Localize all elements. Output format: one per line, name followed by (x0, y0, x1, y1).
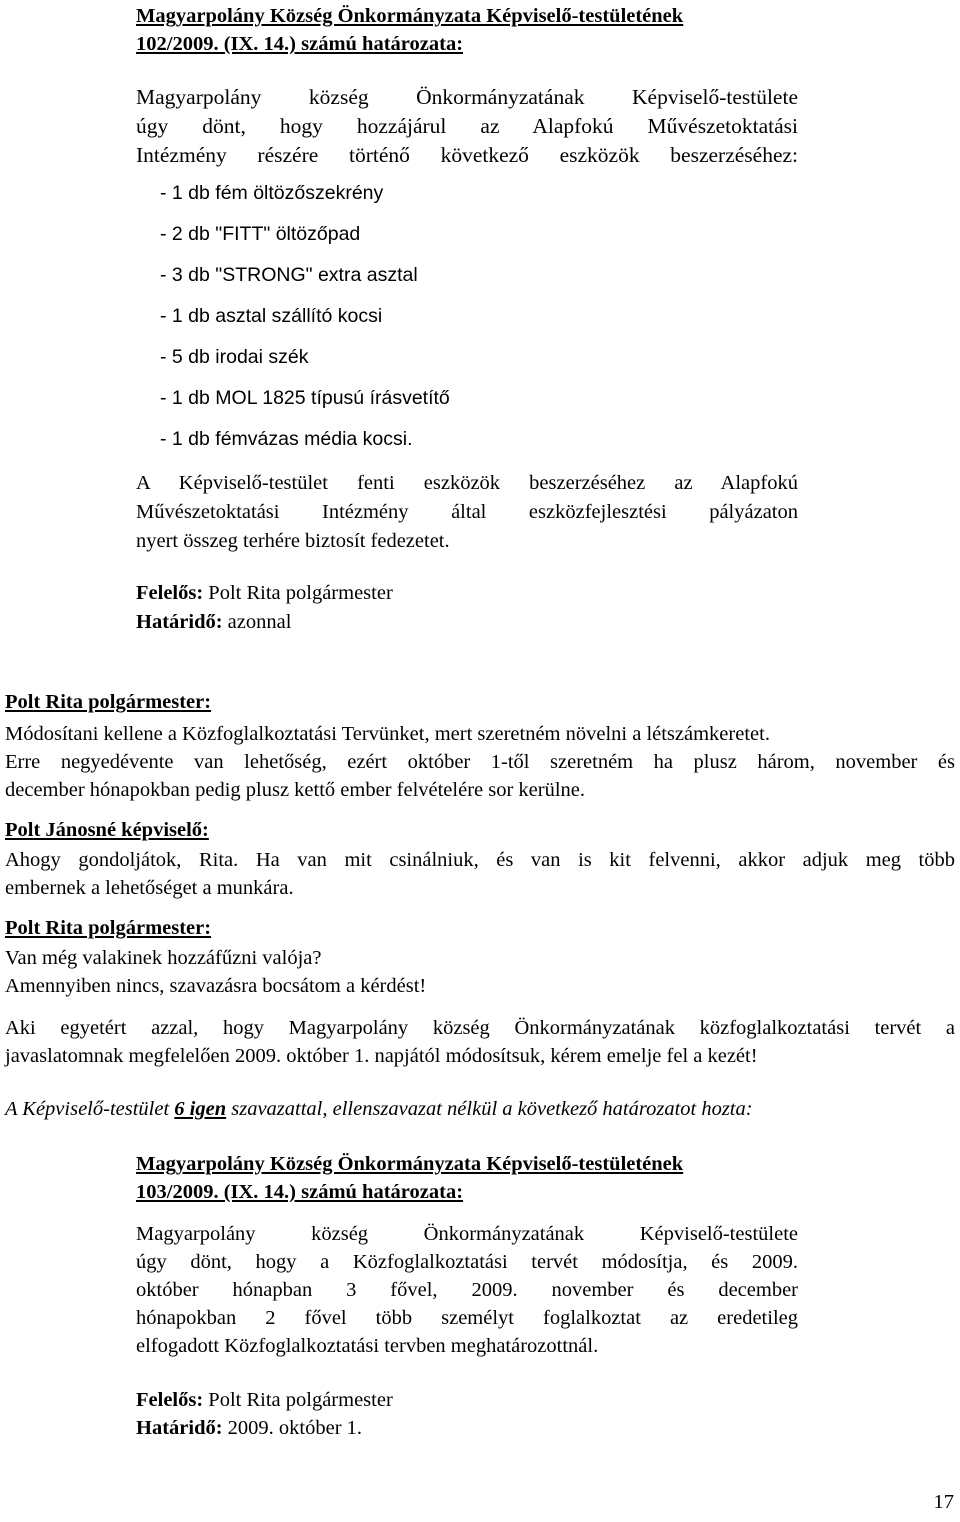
vote-result-prefix: A Képviselő-testület (5, 1098, 175, 1120)
resolution-1-item: - 1 db asztal szállító kocsi (160, 305, 383, 327)
speaker-1-text-line-1: Módosítani kellene a Közfoglalkoztatási Tervünket, mert szeretném növelni a létszámkeretet. (5, 723, 770, 745)
speaker-heading: Polt Rita polgármester: (5, 917, 212, 939)
resolution-1-deadline (136, 608, 291, 636)
deadline-label: Határidő: (136, 1417, 223, 1439)
resolution-2-title-line-2: 103/2009. (IX. 14.) számú határozata: (136, 1181, 464, 1203)
resolution-1-funding-line-3: nyert összeg terhére biztosít fedezetet. (136, 530, 450, 552)
speaker-1-text-line-3: december hónapokban pedig plusz kettő ember felvételére sor kerülne. (5, 779, 586, 801)
resolution-1-intro-line-2: úgy dönt, hogy hozzájárul az Alapfokú Művészetoktatási (136, 114, 798, 138)
vote-call-line-1: Aki egyetért azzal, hogy Magyarpolány község Önkormányzatának közfoglalkoztatási tervét a (5, 1017, 955, 1039)
speaker-heading: Polt Rita polgármester: (5, 691, 212, 713)
speaker-3-text-line-1: Van még valakinek hozzáfűzni valója? (5, 947, 322, 969)
resolution-2-body-line-5: elfogadott Közfoglalkoztatási tervben meghatározottnál. (136, 1335, 599, 1357)
resolution-1-item: - 1 db fém öltözőszekrény (160, 182, 384, 204)
vote-result (5, 1095, 753, 1123)
deadline-label: Határidő: (136, 611, 223, 633)
speaker-1-text-line-2: Erre negyedévente van lehetőség, ezért október 1-től szeretném ha plusz három, november és (5, 751, 955, 773)
deadline-value: azonnal (222, 611, 292, 633)
resolution-2-body-line-3: október hónapban 3 fővel, 2009. november és december (136, 1279, 798, 1301)
resolution-1-intro-line-3: Intézmény részére történő következő eszközök beszerzéséhez: (136, 143, 798, 167)
resolution-2-title-line-1: Magyarpolány Község Önkormányzata Képviselő-testületének (136, 1153, 684, 1175)
speaker-2-text-line-2: embernek a lehetőséget a munkára. (5, 877, 294, 899)
resolution-2-deadline (136, 1414, 362, 1442)
responsible-label: Felelős: (136, 582, 204, 604)
resolution-1-funding-line-2: Művészetoktatási Intézmény által eszközfejlesztési pályázaton (136, 501, 798, 523)
speaker-3-text-line-2: Amennyiben nincs, szavazásra bocsátom a kérdést! (5, 975, 427, 997)
vote-call-line-2: javaslatomnak megfelelően 2009. október 1. napjától módosítsuk, kérem emelje fel a kezét! (5, 1045, 758, 1067)
resolution-1-title-line-2: 102/2009. (IX. 14.) számú határozata: (136, 33, 464, 55)
resolution-1-responsible (136, 579, 393, 607)
resolution-1-item: - 1 db fémvázas média kocsi. (160, 428, 413, 450)
resolution-1-title-line-1: Magyarpolány Község Önkormányzata Képviselő-testületének (136, 5, 684, 27)
resolution-2-body-line-4: hónapokban 2 fővel több személyt foglalkoztat az eredetileg (136, 1307, 798, 1329)
responsible-value: Polt Rita polgármester (203, 582, 393, 604)
page-number: 17 (933, 1491, 954, 1513)
deadline-value: 2009. október 1. (222, 1417, 363, 1439)
resolution-1-item: - 5 db irodai szék (160, 346, 309, 368)
responsible-value: Polt Rita polgármester (203, 1389, 393, 1411)
resolution-1-funding-line-1: A Képviselő-testület fenti eszközök beszerzéséhez az Alapfokú (136, 472, 798, 494)
resolution-1-item: - 1 db MOL 1825 típusú írásvetítő (160, 387, 450, 409)
vote-result-count: 6 igen (174, 1098, 227, 1120)
speaker-heading: Polt Jánosné képviselő: (5, 819, 209, 841)
resolution-1-item: - 2 db "FITT" öltözőpad (160, 223, 361, 245)
resolution-2-body-line-2: úgy dönt, hogy a Közfoglalkoztatási tervét módosítja, és 2009. (136, 1251, 798, 1273)
resolution-1-intro-line-1: Magyarpolány község Önkormányzatának Képviselő-testülete (136, 85, 798, 109)
responsible-label: Felelős: (136, 1389, 204, 1411)
resolution-1-item: - 3 db "STRONG" extra asztal (160, 264, 418, 286)
speaker-2-text-line-1: Ahogy gondoljátok, Rita. Ha van mit csinálniuk, és van is kit felvenni, akkor adjuk meg több (5, 849, 955, 871)
vote-result-suffix: szavazattal, ellenszavazat nélkül a következő határozatot hozta: (226, 1098, 753, 1120)
resolution-2-body-line-1: Magyarpolány község Önkormányzatának Képviselő-testülete (136, 1223, 798, 1245)
resolution-2-responsible (136, 1386, 393, 1414)
